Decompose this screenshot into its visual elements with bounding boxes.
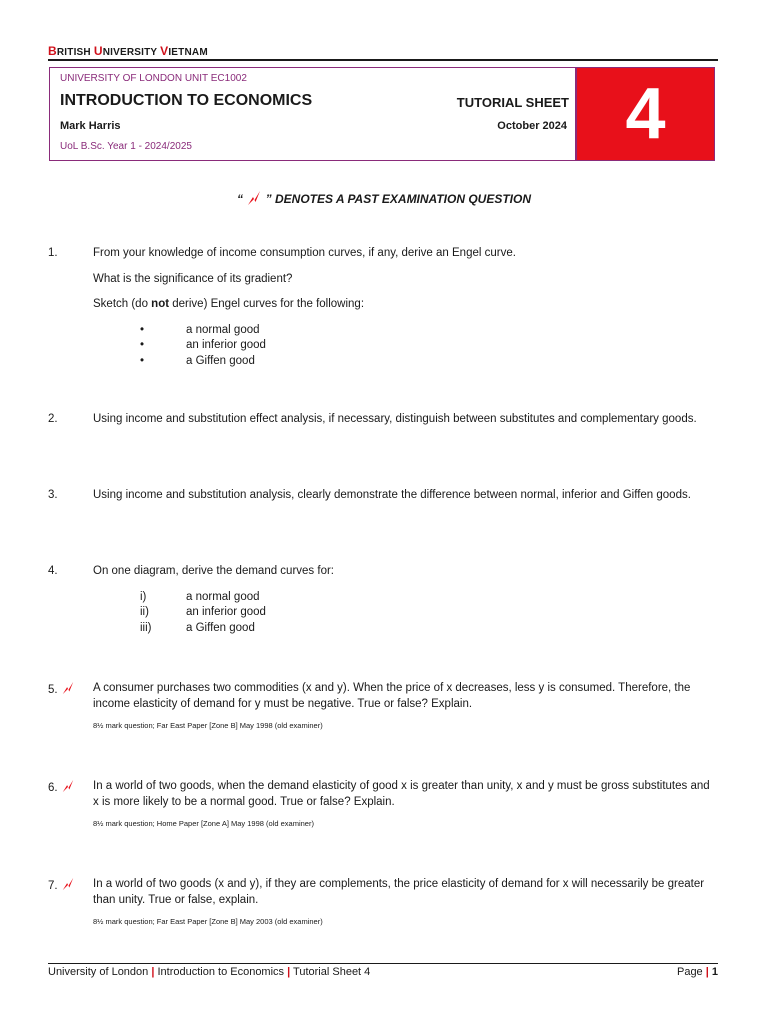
question-source: 8½ mark question; Far East Paper [Zone B] May 2003 (old examiner) — [93, 917, 323, 926]
footer-sheet: Tutorial Sheet 4 — [290, 966, 371, 978]
year-line: UoL B.Sc. Year 1 - 2024/2025 — [60, 141, 192, 152]
footer-separator: | — [151, 966, 155, 978]
question-text: What is the significance of its gradient? — [93, 272, 293, 285]
legend-text: ” DENOTES A PAST EXAMINATION QUESTION — [265, 192, 532, 206]
exam-legend — [0, 190, 768, 209]
lightning-bolt-icon — [61, 681, 75, 701]
brand-word-vietnam: IETNAM — [168, 47, 208, 58]
university-brand — [48, 44, 208, 58]
emphasis-text: not — [151, 298, 170, 310]
question-3 — [48, 488, 718, 504]
list-item — [140, 323, 718, 339]
question-text: In a world of two goods, when the demand elasticity of good x is greater than unity, x and y must be gross substitutes and x is more likely to be a normal good. True or false? Explain. — [93, 780, 710, 808]
footer-divider — [48, 963, 718, 964]
list-item — [140, 621, 718, 637]
question-number: 2. — [48, 413, 58, 425]
footer-separator: | — [287, 966, 291, 978]
page-number: 1 — [711, 966, 718, 978]
sheet-number: 4 — [625, 74, 666, 154]
roman-marker: i) — [140, 590, 147, 603]
list-item — [140, 354, 718, 370]
question-number: 3. — [48, 489, 58, 501]
legend-open-quote: “ — [236, 192, 243, 206]
course-title: INTRODUCTION TO ECONOMICS — [60, 92, 313, 109]
roman-marker: iii) — [140, 621, 152, 634]
page-label: Page — [676, 966, 706, 978]
question-text: Using income and substitution effect analysis, if necessary, distinguish between substitutes and complementary goods. — [93, 413, 697, 425]
list-item-text: a Giffen good — [186, 354, 255, 367]
footer-separator: | — [705, 966, 709, 978]
question-source: 8½ mark question; Home Paper [Zone A] May 1998 (old examiner) — [93, 819, 314, 828]
question-number: 4. — [48, 565, 58, 577]
list-item-text: a normal good — [186, 323, 260, 336]
list-item — [140, 590, 718, 606]
lightning-bolt-icon — [61, 779, 75, 799]
list-item-text: an inferior good — [186, 339, 266, 351]
footer-university: University of London — [48, 966, 152, 978]
sheet-label: TUTORIAL SHEET — [456, 95, 569, 110]
lightning-bolt-icon — [61, 877, 75, 897]
footer-left — [48, 966, 370, 978]
question-7 — [48, 877, 718, 930]
roman-list — [93, 590, 718, 637]
question-number-wrap — [48, 877, 88, 897]
question-number: 7. — [48, 880, 58, 892]
question-6 — [48, 779, 718, 832]
sheet-date: October 2024 — [497, 120, 567, 132]
bullet-marker: • — [140, 323, 145, 336]
question-5 — [48, 681, 718, 734]
question-text: On one diagram, derive the demand curves for: — [93, 565, 334, 577]
text-run: derive) Engel curves for the following: — [169, 298, 365, 310]
question-number: 1. — [48, 247, 58, 259]
brand-word-university: NIVERSITY — [102, 47, 161, 58]
question-number-wrap — [48, 779, 88, 799]
header-box — [49, 67, 576, 161]
question-text: From your knowledge of income consumption curves, if any, derive an Engel curve. — [93, 247, 516, 259]
list-item-text: a normal good — [186, 590, 260, 603]
sheet-number-box — [576, 67, 715, 161]
brand-word-british: RITISH — [56, 47, 94, 58]
bullet-marker: • — [140, 354, 145, 367]
bullet-list — [93, 323, 718, 370]
unit-code: UNIVERSITY OF LONDON UNIT EC1002 — [60, 73, 247, 84]
question-text: In a world of two goods (x and y), if they are complements, the price elasticity of demand for x will necessarily be greater than unity. True or false, explain. — [93, 878, 705, 906]
top-divider — [48, 59, 718, 61]
brand-initial-u: U — [93, 44, 103, 58]
list-item — [140, 338, 718, 354]
brand-initial-v: V — [160, 44, 169, 58]
lightning-bolt-icon — [246, 190, 262, 209]
question-number-wrap — [48, 681, 88, 701]
list-item-text: an inferior good — [186, 606, 266, 618]
author-name: Mark Harris — [60, 120, 121, 132]
question-2 — [48, 412, 718, 428]
text-run: Sketch (do — [93, 298, 152, 310]
bullet-marker: • — [140, 339, 145, 351]
question-number: 6. — [48, 782, 58, 794]
brand-initial-b: B — [48, 44, 57, 58]
footer-course: Introduction to Economics — [154, 966, 288, 978]
question-text: Using income and substitution analysis, clearly demonstrate the difference between normal, inferior and Giffen goods. — [93, 489, 691, 501]
question-1 — [48, 246, 718, 369]
list-item — [140, 605, 718, 621]
question-text — [93, 297, 718, 313]
list-item-text: a Giffen good — [186, 621, 255, 634]
question-number: 5. — [48, 684, 58, 696]
question-text: A consumer purchases two commodities (x and y). When the price of x decreases, less y is consumed. Therefore, the income elasticity of demand for y must be negative. True or false? Explain. — [93, 682, 691, 710]
footer-right — [677, 966, 718, 978]
roman-marker: ii) — [140, 606, 149, 618]
question-4 — [48, 564, 718, 636]
question-source: 8½ mark question; Far East Paper [Zone B] May 1998 (old examiner) — [93, 721, 323, 730]
